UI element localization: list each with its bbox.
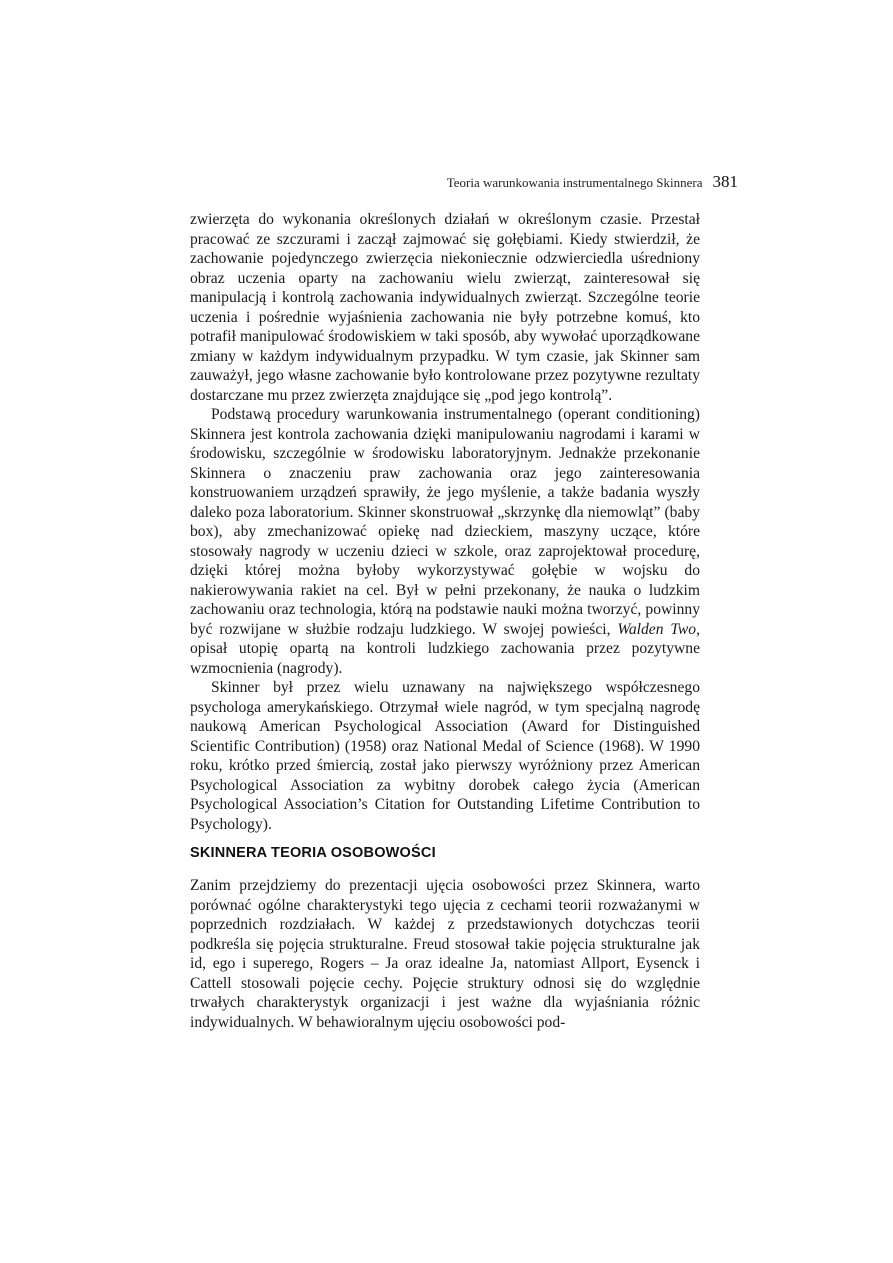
- paragraph-continuation: zwierzęta do wykonania określonych działań w określonym czasie. Przestał pracować ze szczurami i zaczął zajmować się gołębiami. Kiedy stwierdził, że zachowanie pojedynczego zwierzęcia niekoniecznie odzwierciedla uśredniony obraz uczenia oparty na zachowaniu wielu zwierząt, zainteresował się manipulacją i kontrolą zachowania indywidualnych zwierząt. Szczególne teorie uczenia i pośrednie wyjaśnienia zachowania nie były potrzebne komuś, kto potrafił manipulować środowiskiem w taki sposób, aby wywołać uporządkowane zmiany w każdym indywidualnym przypadku. W tym czasie, jak Skinner sam zauważył, jego własne zachowanie było kontrolowane przez pozytywne rezultaty dostarczane mu przez zwierzęta znajdujące się „pod jego kontrolą”.: [190, 211, 700, 404]
- paragraph-text: Podstawą procedury warunkowania instrumentalnego (operant conditioning) Skinnera jest kontrola zachowania dzięki manipulowaniu nagrodami i karami w środowisku, szczególnie w środowisku laboratoryjnym. Jednakże przekonanie Skinnera o znaczeniu praw zachowania oraz jego zainteresowania konstruowaniem urządzeń sprawiły, że jego myślenie, a także badania wyszły daleko poza laboratorium. Skinner skonstruował „skrzynkę dla niemowląt” (baby box), aby zmechanizować opiekę nad dzieckiem, maszyny uczące, które stosowały nagrody w uczeniu dzieci w szkole, oraz zaprojektował procedurę, dzięki której można byłoby wykorzystywać gołębie w wojsku do nakierowywania rakiet na cel. Był w pełni przekonany, że nauka o ludzkim zachowaniu oraz technologia, którą na podstawie nauki można tworzyć, powinny być rozwijane w służbie rodzaju ludzkiego. W swojej powieści,: [190, 406, 700, 638]
- main-text: [190, 210, 700, 834]
- section-heading: SKINNERA TEORIA OSOBOWOŚCI: [190, 845, 436, 861]
- running-title: Teoria warunkowania instrumentalnego Skinnera: [446, 175, 703, 190]
- paragraph-text: , opisał utopię opartą na kontroli ludzkiego zachowania przez pozytywne wzmocnienia (nagrody).: [190, 620, 700, 677]
- page-number: 381: [712, 172, 738, 191]
- section-text: [190, 876, 700, 1032]
- paragraph-section-intro: Zanim przejdziemy do prezentacji ujęcia osobowości przez Skinnera, warto porównać ogólne charakterystyki tego ujęcia z cechami teorii rozważanymi w poprzednich rozdziałach. W każdej z przedstawionych dotychczas teorii podkreśla się pojęcia strukturalne. Freud stosował takie pojęcia strukturalne jak id, ego i superego, Rogers – Ja oraz idealne Ja, natomiast Allport, Eysenck i Cattell stosowali pojęcie cechy. Pojęcie struktury odnosi się do względnie trwałych charakterystyk organizacji i jest ważne dla wyjaśniania różnic indywidualnych. W behawioralnym ujęciu osobowości pod-: [190, 877, 700, 1031]
- paragraph-operant-conditioning: [190, 405, 700, 678]
- book-title-walden-two: Walden Two: [617, 620, 697, 638]
- running-head: [190, 172, 738, 192]
- paragraph-awards: Skinner był przez wielu uznawany na największego współczesnego psychologa amerykańskiego. Otrzymał wiele nagród, w tym specjalną nagrodę naukową American Psychological Association (Award for Distinguished Scientific Contribution) (1958) oraz National Medal of Science (1968). W 1990 roku, krótko przed śmiercią, został jako pierwszy wyróżniony przez American Psychological Association za wybitny dorobek całego życia (American Psychological Association’s Citation for Outstanding Lifetime Contribution to Psychology).: [190, 679, 700, 833]
